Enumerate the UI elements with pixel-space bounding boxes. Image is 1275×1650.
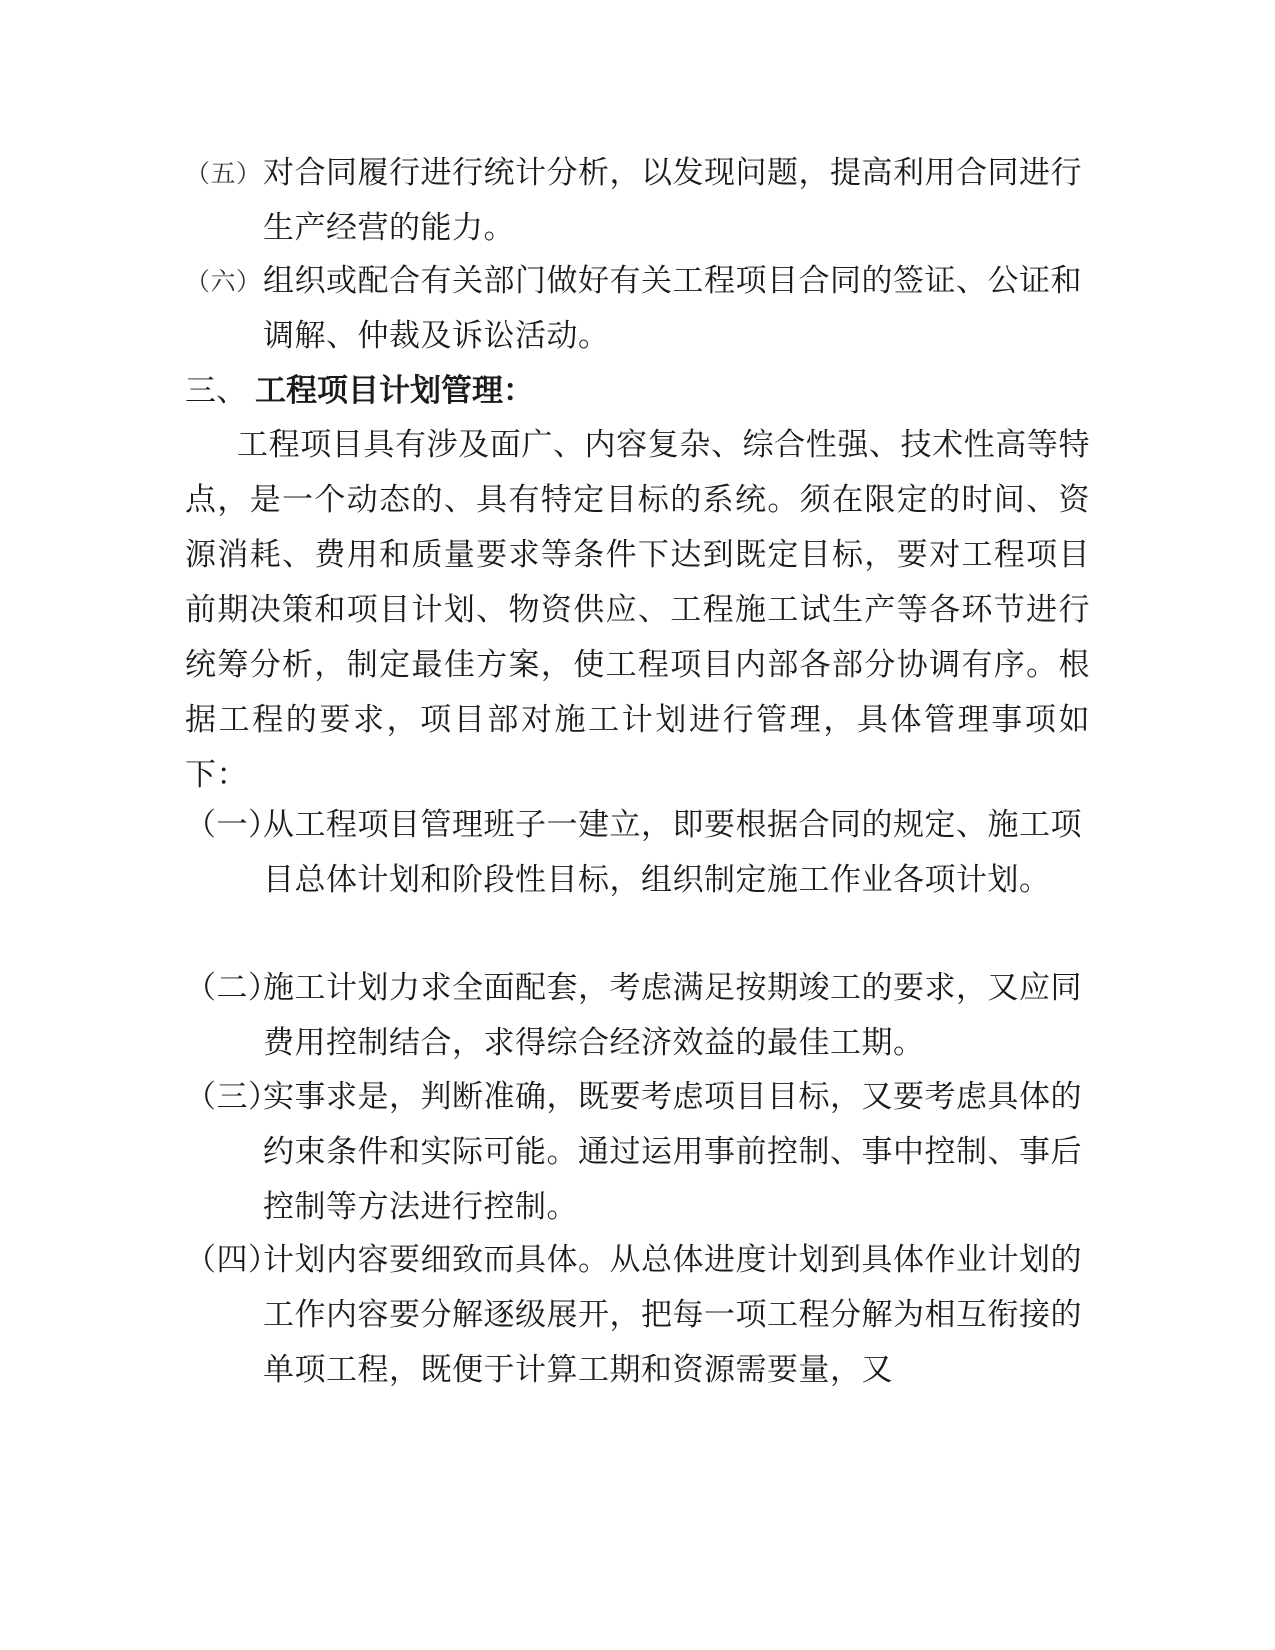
list-item-3 xyxy=(185,1070,1090,1235)
list-item-5 xyxy=(185,146,1090,256)
list-item-2 xyxy=(185,961,1090,1071)
list-item-6 xyxy=(185,254,1090,364)
list-item-text: 组织或配合有关部门做好有关工程项目合同的签证、公证和调解、仲裁及诉讼活动。 xyxy=(263,263,1082,354)
list-item-text: 对合同履行进行统计分析，以发现问题，提高利用合同进行生产经营的能力。 xyxy=(263,155,1082,246)
body-paragraph: 工程项目具有涉及面广、内容复杂、综合性强、技术性高等特点，是一个动态的、具有特定目标的系统。须在限定的时间、资源消耗、费用和质量要求等条件下达到既定目标，要对工程项目前期决策和项目计划、物资供应、工程施工试生产等各环节进行统筹分析，制定最佳方案，使工程项目内部各部分协调有序。根据工程的要求，项目部对施工计划进行管理，具体管理事项如下： xyxy=(185,427,1090,793)
list-item-4 xyxy=(185,1233,1090,1398)
list-marker: （六） xyxy=(185,267,262,296)
section-number: 三、 xyxy=(185,373,247,409)
list-marker: （五） xyxy=(185,159,262,188)
list-marker: （二） xyxy=(185,970,280,1006)
list-item-text: 施工计划力求全面配套，考虑满足按期竣工的要求，又应同费用控制结合，求得综合经济效益的最佳工期。 xyxy=(263,970,1082,1061)
list-item-1 xyxy=(185,798,1090,908)
list-item-text: 实事求是，判断准确，既要考虑项目目标，又要考虑具体的约束条件和实际可能。通过运用事前控制、事中控制、事后控制等方法进行控制。 xyxy=(263,1079,1082,1225)
list-marker: （四） xyxy=(185,1242,280,1278)
section-heading xyxy=(185,364,534,419)
list-marker: （三） xyxy=(185,1079,280,1115)
list-item-text: 计划内容要细致而具体。从总体进度计划到具体作业计划的工作内容要分解逐级展开，把每一项工程分解为相互衔接的单项工程，既便于计算工期和资源需要量，又 xyxy=(263,1242,1082,1388)
list-marker: （一） xyxy=(185,807,280,843)
list-item-text: 从工程项目管理班子一建立，即要根据合同的规定、施工项目总体计划和阶段性目标，组织制定施工作业各项计划。 xyxy=(263,807,1082,898)
section-title: 工程项目计划管理： xyxy=(255,373,534,409)
